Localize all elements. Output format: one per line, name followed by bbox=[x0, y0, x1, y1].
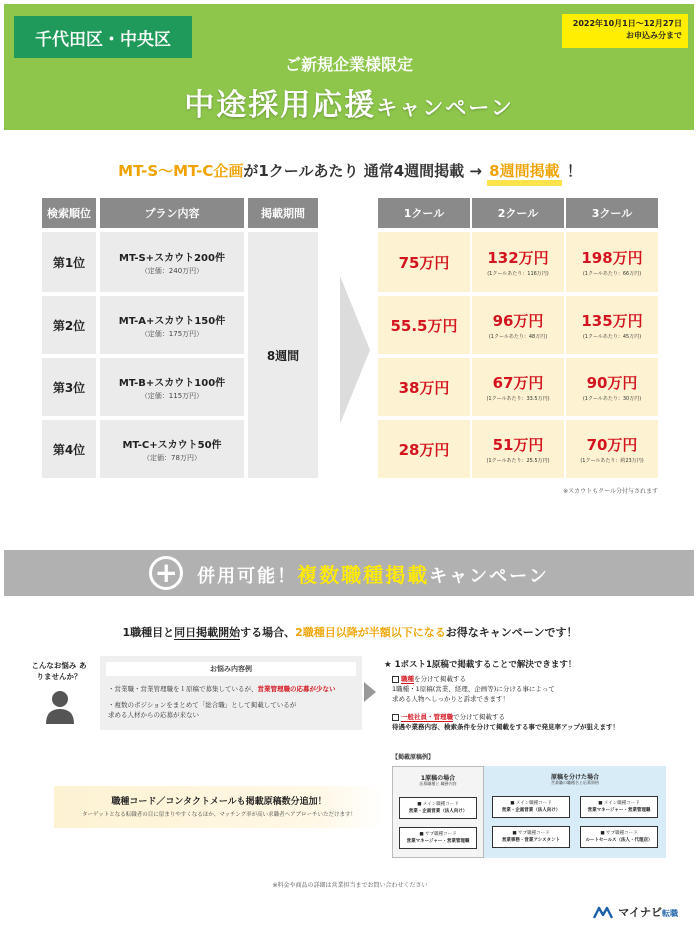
offer-headline bbox=[0, 160, 700, 181]
plan-cell bbox=[100, 296, 244, 354]
rank-label: 第1位 bbox=[52, 255, 86, 270]
worry-item bbox=[108, 700, 296, 720]
promo-subtext: ターゲットとなる転職者の目に留まりやすくなるほか、マッチング率が高い求職者へアプローチいただけます！ bbox=[81, 812, 356, 818]
logo-wordmark bbox=[618, 904, 678, 920]
head-part: する場合、 bbox=[240, 626, 296, 639]
price-value: 198万円 bbox=[581, 249, 643, 267]
price-value: 55.5万円 bbox=[390, 316, 458, 335]
worry-text: ・営業職・営業管理職を１原稿で募集しているが、 bbox=[108, 685, 258, 693]
promo-banner bbox=[54, 786, 384, 828]
plus-icon: + bbox=[149, 556, 183, 590]
solution-title: ★ 1ポスト1原稿で掲載することで解決できます！ bbox=[384, 660, 577, 670]
region-badge: 千代田区・中央区 bbox=[14, 16, 192, 58]
title-main: 中途採用応援 bbox=[184, 88, 377, 123]
arrow-right-icon bbox=[364, 682, 376, 702]
header-1-cool: 1クール bbox=[378, 198, 470, 228]
banner-prefix: 併用可能！ bbox=[197, 565, 298, 587]
price-value: 96万円 bbox=[492, 312, 544, 330]
headline-highlight: 8週間掲載 bbox=[487, 162, 561, 186]
banner-suffix: キャンペーン bbox=[429, 565, 549, 587]
price-value: 132万円 bbox=[487, 249, 549, 267]
price-value: 28万円 bbox=[398, 440, 450, 459]
period-cell bbox=[248, 232, 318, 478]
head-part: お得なキャンペーンです！ bbox=[445, 626, 578, 639]
rank-label: 第3位 bbox=[52, 380, 86, 395]
card-job: ルートセールス（法人・代理店） bbox=[585, 838, 653, 843]
price-cell bbox=[472, 358, 564, 416]
price-value: 75万円 bbox=[398, 253, 450, 272]
plan-cell bbox=[100, 420, 244, 478]
price-value: 38万円 bbox=[398, 378, 450, 397]
solution-highlight: 一般社員・管理職 bbox=[401, 713, 453, 721]
solution-text: で分けて掲載する bbox=[453, 713, 505, 721]
price-value: 67万円 bbox=[492, 374, 544, 392]
example-sub: 営業職の職種名と応募資格 bbox=[551, 780, 599, 785]
price-cell bbox=[378, 296, 470, 354]
example-card bbox=[580, 796, 658, 818]
card-job: 営業・企画営業（法人向け） bbox=[501, 808, 561, 813]
checkbox-icon bbox=[392, 714, 399, 721]
example-label: 【掲載原稿例】 bbox=[392, 754, 435, 761]
mynavi-logo bbox=[593, 904, 678, 920]
header-rank: 検索順位 bbox=[42, 198, 96, 228]
plan-cell bbox=[100, 232, 244, 292]
plan-list-price: （定価：78万円） bbox=[143, 453, 201, 462]
example-sub: 応募職種と 職務内容 bbox=[419, 781, 457, 786]
promo-title: 職種コード／コンタクトメールも掲載原稿数分追加！ bbox=[111, 797, 327, 807]
card-code: ■ サブ職種コード bbox=[419, 832, 457, 837]
worry-examples-box bbox=[100, 656, 362, 730]
combo-campaign-banner bbox=[4, 550, 694, 596]
worry-item bbox=[108, 684, 336, 694]
plan-list-price: （定価：240万円） bbox=[140, 266, 204, 275]
price-cell bbox=[566, 358, 658, 416]
combo-headline bbox=[0, 624, 700, 640]
solution-text: 求める人物へしっかりと訴求できます！ bbox=[392, 695, 509, 703]
banner-title bbox=[197, 559, 549, 588]
rank-label: 第2位 bbox=[52, 318, 86, 333]
rank-cell bbox=[42, 296, 96, 354]
card-job: 営業・企画営業（法人向け） bbox=[408, 809, 468, 814]
campaign-header bbox=[4, 4, 694, 130]
solution-highlight: 職種 bbox=[401, 675, 414, 683]
logo-sub: 転職 bbox=[662, 909, 678, 918]
head-highlight: 2職種目以降が半額以下になる bbox=[295, 626, 446, 639]
price-cell bbox=[472, 420, 564, 478]
price-cell bbox=[378, 232, 470, 292]
plan-list-price: （定価：115万円） bbox=[140, 391, 204, 400]
price-value: 51万円 bbox=[492, 436, 544, 454]
price-per-cool: (1クールあたり：66万円) bbox=[582, 271, 642, 277]
plan-name: MT-A+スカウト150件 bbox=[118, 315, 226, 327]
worry-highlight: 営業管理職の応募が少ない bbox=[257, 685, 336, 693]
campaign-period bbox=[562, 14, 688, 48]
example-card bbox=[580, 826, 658, 848]
price-cell bbox=[566, 420, 658, 478]
header-3-cool: 3クール bbox=[566, 198, 658, 228]
worry-title: お悩み内容例 bbox=[106, 662, 356, 676]
period-dates: 2022年10月1日〜12月27日 bbox=[572, 19, 682, 28]
price-per-cool: (1クールあたり：116万円) bbox=[487, 271, 549, 277]
price-value: 70万円 bbox=[586, 436, 638, 454]
rank-label: 第4位 bbox=[52, 442, 86, 457]
scout-footnote: ※スカウトもクール分付与されます bbox=[563, 488, 658, 495]
headline-normal: が1クールあたり 通常4週間掲載 → bbox=[243, 162, 488, 180]
head-underlined: 同日掲載開始 bbox=[174, 626, 241, 639]
price-per-cool: (1クールあたり：約23万円) bbox=[580, 458, 644, 464]
worry-label: こんなお悩み ありませんか？ bbox=[31, 661, 87, 681]
solution-text: 待遇や業務内容、検索条件を分けて掲載をする事で発見率アップが狙えます！ bbox=[392, 723, 620, 731]
plan-name: MT-S+スカウト200件 bbox=[119, 252, 225, 264]
checkbox-icon bbox=[392, 676, 399, 683]
solution-text: を分けて掲載する bbox=[414, 675, 466, 683]
price-value: 90万円 bbox=[586, 374, 638, 392]
head-part: 1職種目と bbox=[122, 626, 175, 639]
rank-cell bbox=[42, 358, 96, 416]
price-cell bbox=[472, 232, 564, 292]
header-plan: プラン内容 bbox=[100, 198, 244, 228]
card-job: 営業マネージャー・営業管理職 bbox=[406, 839, 470, 844]
card-code: ■ サブ職種コード bbox=[600, 831, 638, 836]
card-code: ■ メイン職種コード bbox=[510, 801, 552, 806]
logo-main: マイナビ bbox=[618, 906, 662, 919]
price-per-cool: (1クールあたり：33.5万円) bbox=[486, 396, 550, 402]
header-subtitle: ご新規企業様限定 bbox=[284, 55, 413, 74]
worry-text: ・複数のポジションをまとめて「総合職」として掲載しているが bbox=[108, 701, 297, 709]
solution-text: 1職種・1原稿(営業、経理、企画等)に分ける事によって bbox=[392, 685, 555, 693]
headline-exclaim: ！ bbox=[566, 162, 582, 180]
price-per-cool: (1クールあたり：25.5万円) bbox=[486, 458, 550, 464]
banner-highlight: 複数職種掲載 bbox=[297, 562, 430, 587]
person-icon bbox=[44, 690, 76, 724]
example-card bbox=[492, 796, 570, 818]
price-value: 135万円 bbox=[581, 312, 643, 330]
price-per-cool: (1クールあたり：30万円) bbox=[582, 396, 642, 402]
price-cell bbox=[566, 232, 658, 292]
price-per-cool: (1クールあたり：45万円) bbox=[582, 334, 642, 340]
plan-name: MT-B+スカウト100件 bbox=[118, 377, 226, 389]
example-head: 1原稿の場合 bbox=[420, 775, 456, 782]
plan-name: MT-C+スカウト50件 bbox=[122, 439, 222, 451]
logo-mark-icon bbox=[593, 905, 615, 919]
card-code: ■ サブ職種コード bbox=[512, 831, 550, 836]
title-suffix: キャンペーン bbox=[376, 96, 514, 120]
price-cell bbox=[378, 420, 470, 478]
header-period: 掲載期間 bbox=[248, 198, 318, 228]
chevron-right-icon bbox=[340, 276, 370, 424]
example-card bbox=[399, 827, 477, 849]
price-cell bbox=[566, 296, 658, 354]
plan-cell bbox=[100, 358, 244, 416]
example-card bbox=[399, 797, 477, 819]
solution-item bbox=[392, 674, 555, 704]
single-posting-example bbox=[392, 766, 484, 858]
example-head: 原稿を分けた場合 bbox=[550, 774, 599, 781]
card-job: 営業マネージャー・営業管理職 bbox=[587, 808, 651, 813]
period-value: 8週間 bbox=[266, 348, 300, 363]
worry-text: 求める人材からの応募が来ない bbox=[108, 711, 199, 719]
plan-list-price: （定価：175万円） bbox=[140, 329, 204, 338]
split-posting-example bbox=[484, 766, 666, 858]
card-code: ■ メイン職種コード bbox=[417, 802, 459, 807]
rank-cell bbox=[42, 420, 96, 478]
example-card bbox=[492, 826, 570, 848]
contact-footnote: ※料金や商品の詳細は営業担当までお問い合わせください bbox=[272, 882, 428, 889]
rank-cell bbox=[42, 232, 96, 292]
price-cell bbox=[378, 358, 470, 416]
card-code: ■ メイン職種コード bbox=[598, 801, 640, 806]
card-job: 営業事務・営業アシスタント bbox=[501, 838, 561, 843]
header-2-cool: 2クール bbox=[472, 198, 564, 228]
price-per-cool: (1クールあたり：48万円) bbox=[488, 334, 548, 340]
period-note: お申込み分まで bbox=[626, 31, 682, 40]
campaign-title bbox=[4, 80, 694, 124]
headline-plans: MT-S〜MT-C企画 bbox=[118, 162, 244, 180]
solution-item bbox=[392, 712, 619, 732]
price-cell bbox=[472, 296, 564, 354]
